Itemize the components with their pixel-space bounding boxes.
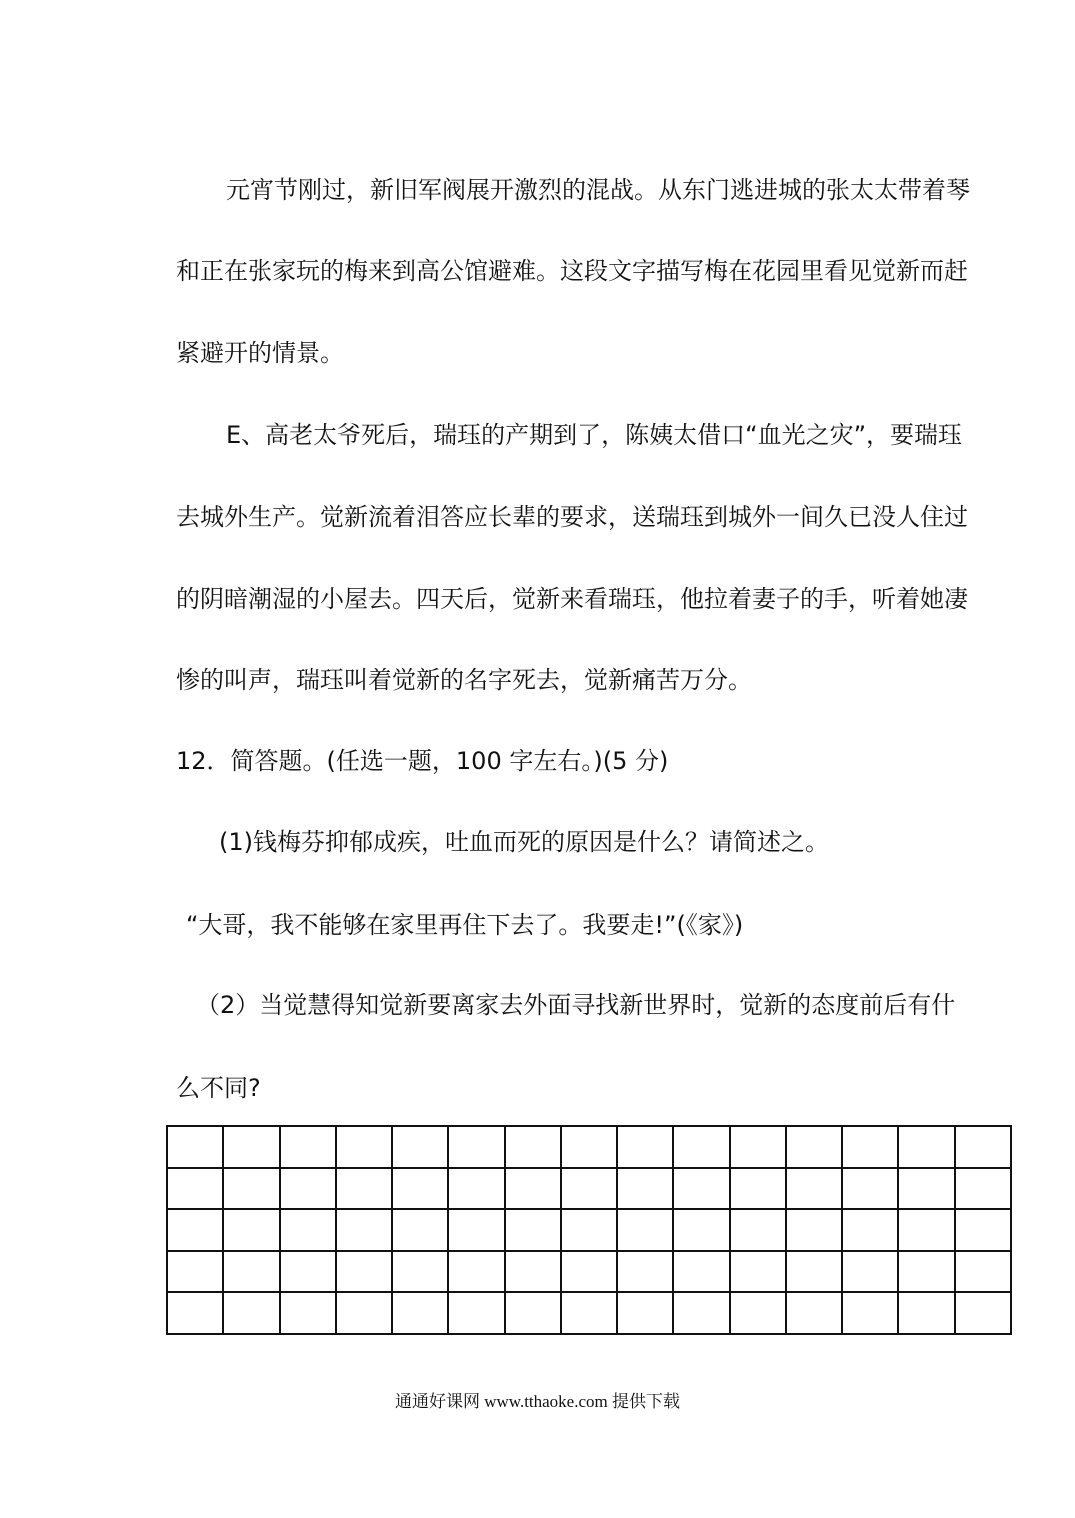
answer-grid-cell[interactable] bbox=[674, 1252, 730, 1294]
answer-grid-cell[interactable] bbox=[224, 1210, 280, 1252]
answer-grid-cell[interactable] bbox=[506, 1252, 562, 1294]
text-line: 和正在张家玩的梅来到高公馆避难。这段文字描写梅在花园里看见觉新而赶 bbox=[176, 257, 968, 285]
answer-grid-cell[interactable] bbox=[843, 1210, 899, 1252]
answer-grid-cell[interactable] bbox=[618, 1210, 674, 1252]
answer-grid-cell[interactable] bbox=[506, 1127, 562, 1169]
answer-grid-cell[interactable] bbox=[449, 1127, 505, 1169]
answer-grid-cell[interactable] bbox=[731, 1169, 787, 1211]
answer-grid-cell[interactable] bbox=[674, 1127, 730, 1169]
answer-grid-cell[interactable] bbox=[506, 1169, 562, 1211]
answer-grid-cell[interactable] bbox=[618, 1127, 674, 1169]
text-line: 元宵节刚过，新旧军阀展开激烈的混战。从东门逃进城的张太太带着琴 bbox=[226, 176, 970, 204]
answer-grid-cell[interactable] bbox=[337, 1252, 393, 1294]
answer-grid-cell[interactable] bbox=[899, 1293, 955, 1335]
answer-grid-cell[interactable] bbox=[168, 1127, 224, 1169]
answer-grid-cell[interactable] bbox=[562, 1210, 618, 1252]
answer-grid-cell[interactable] bbox=[281, 1293, 337, 1335]
answer-grid-cell[interactable] bbox=[787, 1127, 843, 1169]
answer-grid-cell[interactable] bbox=[449, 1293, 505, 1335]
answer-grid-cell[interactable] bbox=[956, 1293, 1012, 1335]
answer-grid-cell[interactable] bbox=[337, 1210, 393, 1252]
answer-grid-cell[interactable] bbox=[562, 1252, 618, 1294]
answer-grid-cell[interactable] bbox=[787, 1252, 843, 1294]
answer-grid-cell[interactable] bbox=[899, 1252, 955, 1294]
answer-grid-cell[interactable] bbox=[899, 1127, 955, 1169]
answer-grid-cell[interactable] bbox=[674, 1169, 730, 1211]
answer-grid-cell[interactable] bbox=[618, 1252, 674, 1294]
answer-grid-cell[interactable] bbox=[899, 1210, 955, 1252]
footer-text: 通通好课网 www.tthaoke.com 提供下载 bbox=[394, 1392, 681, 1411]
answer-grid-cell[interactable] bbox=[337, 1169, 393, 1211]
answer-grid-cell[interactable] bbox=[956, 1252, 1012, 1294]
answer-grid-cell[interactable] bbox=[956, 1169, 1012, 1211]
answer-grid-cell[interactable] bbox=[281, 1210, 337, 1252]
answer-grid-cell[interactable] bbox=[393, 1252, 449, 1294]
answer-grid-cell[interactable] bbox=[224, 1252, 280, 1294]
answer-grid-cell[interactable] bbox=[731, 1127, 787, 1169]
answer-grid-cell[interactable] bbox=[281, 1252, 337, 1294]
answer-grid-cell[interactable] bbox=[393, 1127, 449, 1169]
text-line: 的阴暗潮湿的小屋去。四天后，觉新来看瑞珏，他拉着妻子的手，听着她凄 bbox=[176, 585, 968, 613]
answer-grid-cell[interactable] bbox=[787, 1293, 843, 1335]
answer-grid-cell[interactable] bbox=[224, 1127, 280, 1169]
answer-grid-cell[interactable] bbox=[449, 1252, 505, 1294]
answer-grid-cell[interactable] bbox=[393, 1169, 449, 1211]
answer-grid-cell[interactable] bbox=[562, 1293, 618, 1335]
answer-grid-cell[interactable] bbox=[899, 1169, 955, 1211]
answer-grid-cell[interactable] bbox=[843, 1252, 899, 1294]
question-option-2: （2）当觉慧得知觉新要离家去外面寻找新世界时，觉新的态度前后有什 bbox=[196, 991, 956, 1019]
answer-grid-cell[interactable] bbox=[224, 1169, 280, 1211]
answer-grid-cell[interactable] bbox=[337, 1127, 393, 1169]
answer-grid-cell[interactable] bbox=[956, 1210, 1012, 1252]
answer-grid-cell[interactable] bbox=[224, 1293, 280, 1335]
answer-grid-cell[interactable] bbox=[787, 1169, 843, 1211]
answer-grid-cell[interactable] bbox=[731, 1210, 787, 1252]
answer-grid-cell[interactable] bbox=[618, 1169, 674, 1211]
answer-grid-cell[interactable] bbox=[731, 1293, 787, 1335]
answer-grid-cell[interactable] bbox=[393, 1210, 449, 1252]
answer-grid-cell[interactable] bbox=[674, 1210, 730, 1252]
answer-grid-cell[interactable] bbox=[449, 1169, 505, 1211]
quote-text: “大哥，我不能够在家里再住下去了。我要走!”(《家》) bbox=[186, 911, 744, 939]
answer-grid-cell[interactable] bbox=[562, 1169, 618, 1211]
answer-grid-cell[interactable] bbox=[843, 1169, 899, 1211]
text-line: 惨的叫声，瑞珏叫着觉新的名字死去，觉新痛苦万分。 bbox=[176, 666, 752, 694]
answer-grid-cell[interactable] bbox=[168, 1252, 224, 1294]
answer-grid-cell[interactable] bbox=[787, 1210, 843, 1252]
answer-grid-cell[interactable] bbox=[393, 1293, 449, 1335]
answer-grid-cell[interactable] bbox=[843, 1127, 899, 1169]
answer-grid-cell[interactable] bbox=[674, 1293, 730, 1335]
answer-grid-cell[interactable] bbox=[506, 1293, 562, 1335]
answer-grid-cell[interactable] bbox=[168, 1293, 224, 1335]
answer-grid-cell[interactable] bbox=[618, 1293, 674, 1335]
answer-grid-cell[interactable] bbox=[281, 1169, 337, 1211]
question-option-2-continued: 么不同? bbox=[176, 1074, 261, 1102]
text-line: E、高老太爷死后，瑞珏的产期到了，陈姨太借口“血光之灾”，要瑞珏 bbox=[226, 421, 963, 449]
answer-grid-cell[interactable] bbox=[562, 1127, 618, 1169]
question-option-1: (1)钱梅芬抑郁成疾，吐血而死的原因是什么？请简述之。 bbox=[219, 828, 829, 856]
answer-grid-cell[interactable] bbox=[731, 1252, 787, 1294]
answer-grid-cell[interactable] bbox=[956, 1127, 1012, 1169]
answer-grid-cell[interactable] bbox=[168, 1169, 224, 1211]
answer-grid-cell[interactable] bbox=[337, 1293, 393, 1335]
answer-grid bbox=[166, 1125, 1012, 1335]
question-heading: 12．简答题。(任选一题，100 字左右。)(5 分) bbox=[176, 747, 669, 775]
answer-grid-cell[interactable] bbox=[449, 1210, 505, 1252]
text-line: 去城外生产。觉新流着泪答应长辈的要求，送瑞珏到城外一间久已没人住过 bbox=[176, 503, 968, 531]
answer-grid-cell[interactable] bbox=[506, 1210, 562, 1252]
text-line: 紧避开的情景。 bbox=[176, 339, 344, 367]
answer-grid-cell[interactable] bbox=[281, 1127, 337, 1169]
answer-grid-cell[interactable] bbox=[168, 1210, 224, 1252]
answer-grid-cell[interactable] bbox=[843, 1293, 899, 1335]
